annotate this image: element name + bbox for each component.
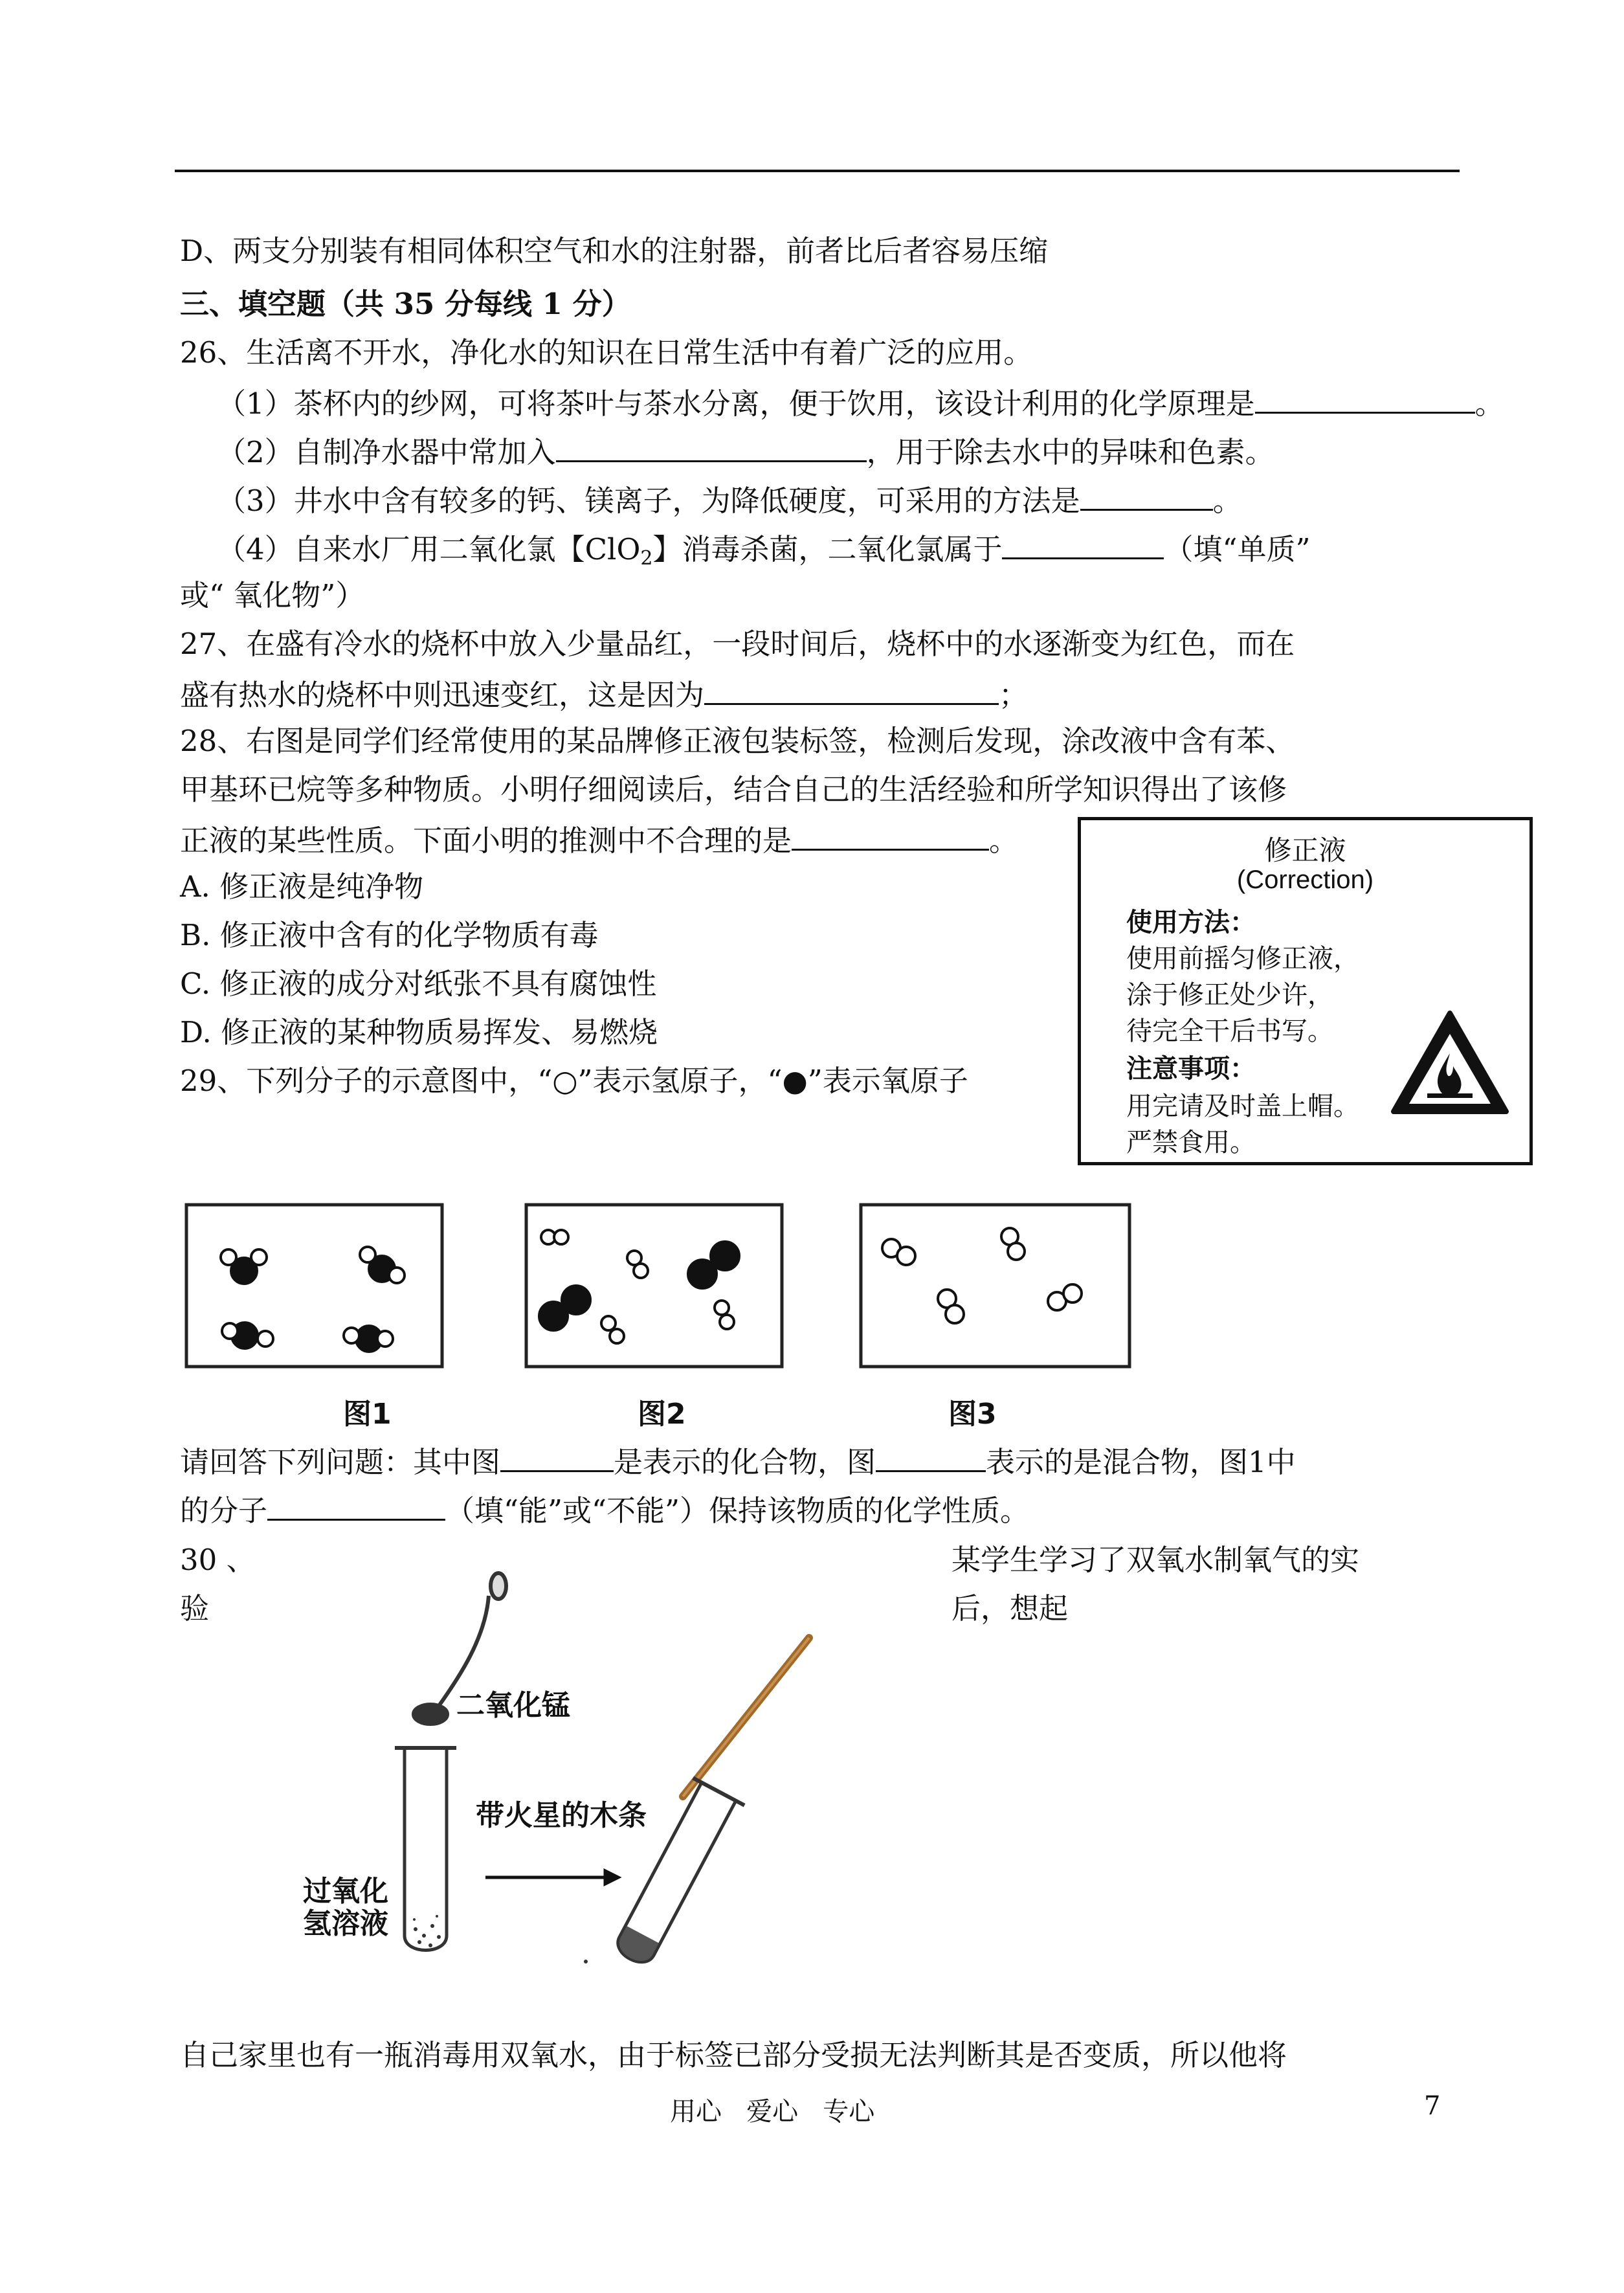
q29-text-e: （填“能”或“不能”）保持该物质的化学性质。 <box>445 1493 1030 1528</box>
usage-title: 使用方法： <box>1126 907 1256 937</box>
option-a: A. 修正液是纯净物 <box>180 869 424 904</box>
q26-1-text: （1）茶杯内的纱网，可将茶叶与茶水分离，便于饮用，该设计利用的化学原理是 <box>217 386 1255 421</box>
figure-1-box <box>186 1205 1129 1367</box>
question-26-3 <box>217 479 1242 520</box>
usage-line-3: 待完全干后书写。 <box>1126 1016 1333 1046</box>
figure-3-caption: 图3 <box>948 1398 997 1431</box>
page-number: 7 <box>1424 2091 1441 2121</box>
header-rule <box>175 170 1460 172</box>
h2o2-label-2: 氢溶液 <box>303 1907 388 1940</box>
question-26-2 <box>217 431 1274 472</box>
answer-blank[interactable] <box>1080 479 1213 511</box>
option-b: B. 修正液中含有的化学物质有毒 <box>180 918 599 952</box>
answer-blank[interactable] <box>1255 382 1475 414</box>
question-27-line2 <box>180 673 1028 715</box>
answer-blank[interactable] <box>500 1440 614 1472</box>
question-29-answer-line2 <box>180 1489 1029 1530</box>
question-26-4-cont: 或“ 氧化物”） <box>180 578 365 612</box>
option-d-text: D、两支分别装有相同体积空气和水的注射器，前者比后者容易压缩 <box>180 234 1049 268</box>
label-subtitle: (Correction) <box>1236 866 1374 894</box>
figure-2-caption: 图2 <box>638 1398 686 1431</box>
h2o2-label-1: 过氧化 <box>303 1875 388 1908</box>
q26-4-text: （4）自来水厂用二氧化氯【ClO <box>217 532 641 566</box>
question-26-1 <box>217 382 1504 423</box>
question-26-4 <box>217 528 1310 578</box>
note-line-2: 严禁食用。 <box>1126 1128 1256 1158</box>
question-29-answer-line1 <box>180 1440 1296 1482</box>
q26-4-text-b: 】消毒杀菌，二氧化氯属于 <box>652 532 1003 566</box>
splint-icon <box>683 1638 809 1796</box>
footer-motto: 用心 爱心 专心 <box>670 2097 875 2127</box>
notes-title: 注意事项： <box>1126 1053 1256 1084</box>
label-title: 修正液 <box>1264 834 1346 866</box>
last-line: 自己家里也有一瓶消毒用双氧水，由于标签已部分受损无法判断其是否变质，所以他将 <box>180 2038 1287 2072</box>
figure-1-molecules <box>221 1247 405 1352</box>
figure-3-molecules <box>882 1228 1082 1323</box>
question-30-right-2: 后，想起 <box>951 1591 1069 1626</box>
mno2-label: 二氧化锰 <box>456 1689 570 1722</box>
question-27-line1: 27、在盛有冷水的烧杯中放入少量品红，一段时间后，烧杯中的水逐渐变为红色，而在 <box>180 627 1295 661</box>
note-line-1: 用完请及时盖上帽。 <box>1126 1091 1359 1121</box>
q26-2-end: ，用于除去水中的异味和色素。 <box>866 435 1274 469</box>
q29-text-c: 表示的是混合物，图1中 <box>986 1445 1296 1479</box>
splint-label: 带火星的木条 <box>476 1799 647 1832</box>
usage-line-1: 使用前摇匀修正液， <box>1126 944 1359 974</box>
q29-text-a: 请回答下列问题：其中图 <box>180 1445 501 1479</box>
q27-end: ； <box>999 678 1029 712</box>
correction-fluid-label <box>1078 817 1533 1165</box>
flammable-warning-icon <box>1388 1008 1511 1118</box>
question-26: 26、生活离不开水，净化水的知识在日常生活中有着广泛的应用。 <box>180 335 1033 370</box>
q26-3-end: 。 <box>1212 484 1242 518</box>
question-30-number: 30 、 <box>180 1543 256 1577</box>
answer-blank[interactable] <box>1002 528 1164 559</box>
question-29: 29、下列分子的示意图中，“○”表示氢原子，“●”表示氧原子 <box>180 1064 968 1098</box>
q26-4-text-c: （填“单质” <box>1164 532 1311 566</box>
q29-text-d: 的分子 <box>180 1493 268 1528</box>
answer-blank[interactable] <box>876 1440 986 1472</box>
molecule-figures <box>184 1203 1139 1378</box>
test-tube-1 <box>395 1748 456 1951</box>
figure-2-molecules <box>539 1230 739 1343</box>
figure-1-caption: 图1 <box>343 1398 392 1431</box>
answer-blank[interactable] <box>704 673 999 705</box>
question-30-right-1: 某学生学习了双氧水制氧气的实 <box>951 1543 1360 1577</box>
answer-blank[interactable] <box>556 431 867 462</box>
question-30-cont: 验 <box>180 1591 210 1626</box>
arrow-icon <box>485 1871 618 1884</box>
q26-1-end: 。 <box>1474 386 1504 421</box>
section-heading: 三、填空题（共 35 分每线 1 分） <box>180 287 631 321</box>
question-28-line2: 甲基环已烷等多种物质。小明仔细阅读后，结合自己的生活经验和所学知识得出了该修 <box>180 772 1287 807</box>
answer-blank[interactable] <box>792 819 989 851</box>
usage-line-2: 涂于修正处少许， <box>1126 980 1333 1010</box>
subscript: 2 <box>640 547 653 570</box>
q28-text: 正液的某些性质。下面小明的推测中不合理的是 <box>180 823 792 858</box>
option-d: D. 修正液的某种物质易挥发、易燃烧 <box>180 1015 658 1049</box>
q26-3-text: （3）井水中含有较多的钙、镁离子，为降低硬度，可采用的方法是 <box>217 484 1080 518</box>
q27-text: 盛有热水的烧杯中则迅速变红，这是因为 <box>180 678 705 712</box>
question-28-line3 <box>180 819 1018 860</box>
answer-blank[interactable] <box>267 1489 445 1521</box>
q26-2-text: （2）自制净水器中常加入 <box>217 435 556 469</box>
q28-end: 。 <box>989 823 1019 858</box>
option-c: C. 修正液的成分对纸张不具有腐蚀性 <box>180 967 657 1001</box>
question-28-line1: 28、右图是同学们经常使用的某品牌修正液包装标签，检测后发现，涂改液中含有苯、 <box>180 724 1295 758</box>
q29-text-b: 是表示的化合物，图 <box>614 1445 876 1479</box>
